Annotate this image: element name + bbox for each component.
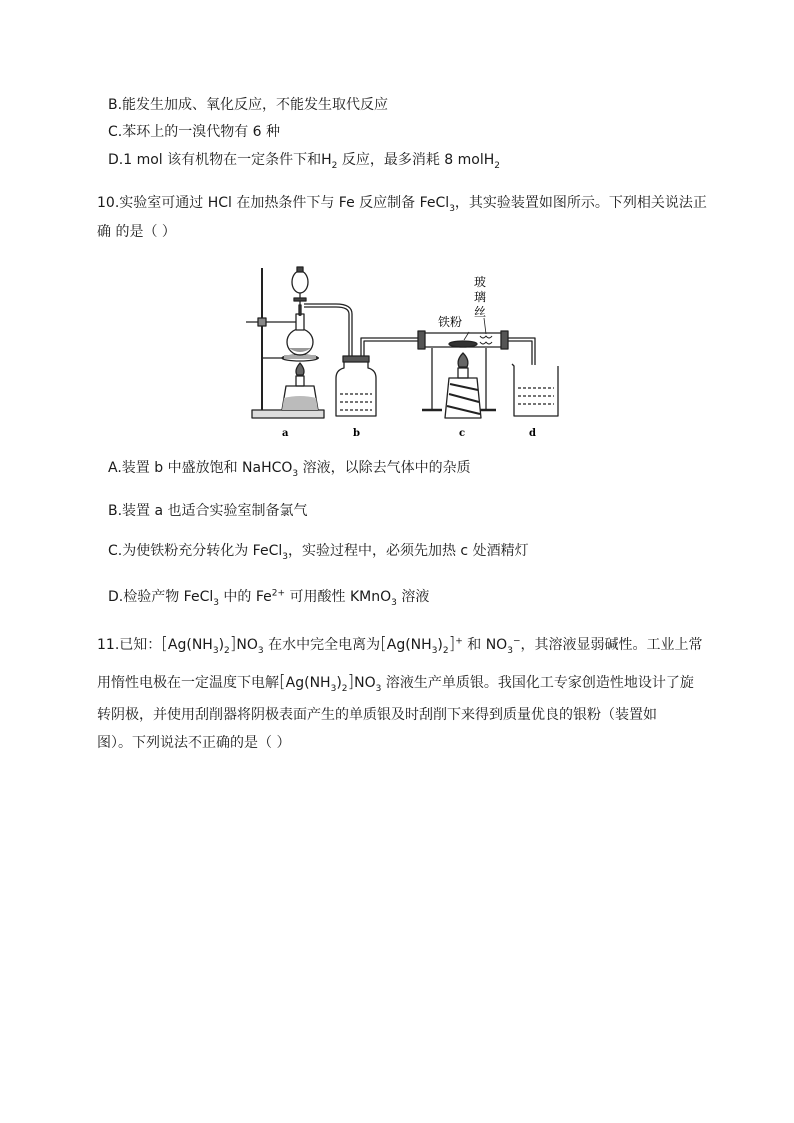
q9-option-b: B.能发生加成、氧化反应，不能发生取代反应 bbox=[108, 97, 389, 113]
q10-option-a: A.装置 b 中盛放饱和 NaHCO$_3$ 溶液，以除去气体中的杂质 bbox=[108, 460, 471, 479]
label-iron-powder: 铁粉 bbox=[438, 315, 463, 329]
q10-option-c: C.为使铁粉充分转化为 FeCl$_3$，实验过程中，必须先加热 c 处酒精灯 bbox=[108, 543, 529, 562]
label-glass-wool-2: 璃 bbox=[474, 290, 487, 304]
label-b: b bbox=[353, 428, 360, 439]
q11-stem-line2: 用惰性电极在一定温度下电解$[Ag(NH_3)_2]NO_3$ 溶液生产单质银。我国化工专家创造性地设计了旋 bbox=[97, 672, 694, 694]
apparatus-d bbox=[512, 364, 558, 416]
label-glass-wool-3: 丝 bbox=[474, 305, 487, 319]
label-c: c bbox=[459, 428, 466, 439]
q11-stem-line1: 11.已知：$[Ag(NH_3)_2]NO_3$ 在水中完全电离为$[Ag(NH_3)_2]^+$ 和 $NO_3^-$，其溶液显弱碱性。工业上常 bbox=[97, 634, 703, 656]
q9-option-d: D.1 mol 该有机物在一定条件下和$H_2$ 反应，最多消耗 8 molH$_2$ bbox=[108, 152, 501, 171]
label-d: d bbox=[529, 428, 536, 439]
q11-stem-line4: 图）。下列说法不正确的是（ ） bbox=[97, 735, 291, 751]
apparatus-figure bbox=[244, 260, 562, 442]
q11-stem-line3: 转阴极，并使用刮削器将阴极表面产生的单质银及时刮削下来得到质量优良的银粉（装置如 bbox=[97, 707, 657, 723]
q10-stem-line1: 10.实验室可通过 HCl 在加热条件下与 Fe 反应制备 FeCl$_3$，其实验装置如图所示。下列相关说法正 bbox=[97, 195, 707, 214]
q9-option-c: C.苯环上的一溴代物有 6 种 bbox=[108, 124, 281, 140]
label-glass-wool-1: 玻 bbox=[474, 275, 487, 289]
label-a: a bbox=[282, 428, 289, 439]
q10-option-d: D.检验产物 FeCl$_3$ 中的 $Fe^{2+}$ 可用酸性 KMnO$_3$ 溶液 bbox=[108, 588, 430, 608]
q10-option-b: B.装置 a 也适合实验室制备氯气 bbox=[108, 503, 308, 519]
q10-stem-line2: 确 的是（ ） bbox=[97, 224, 176, 240]
